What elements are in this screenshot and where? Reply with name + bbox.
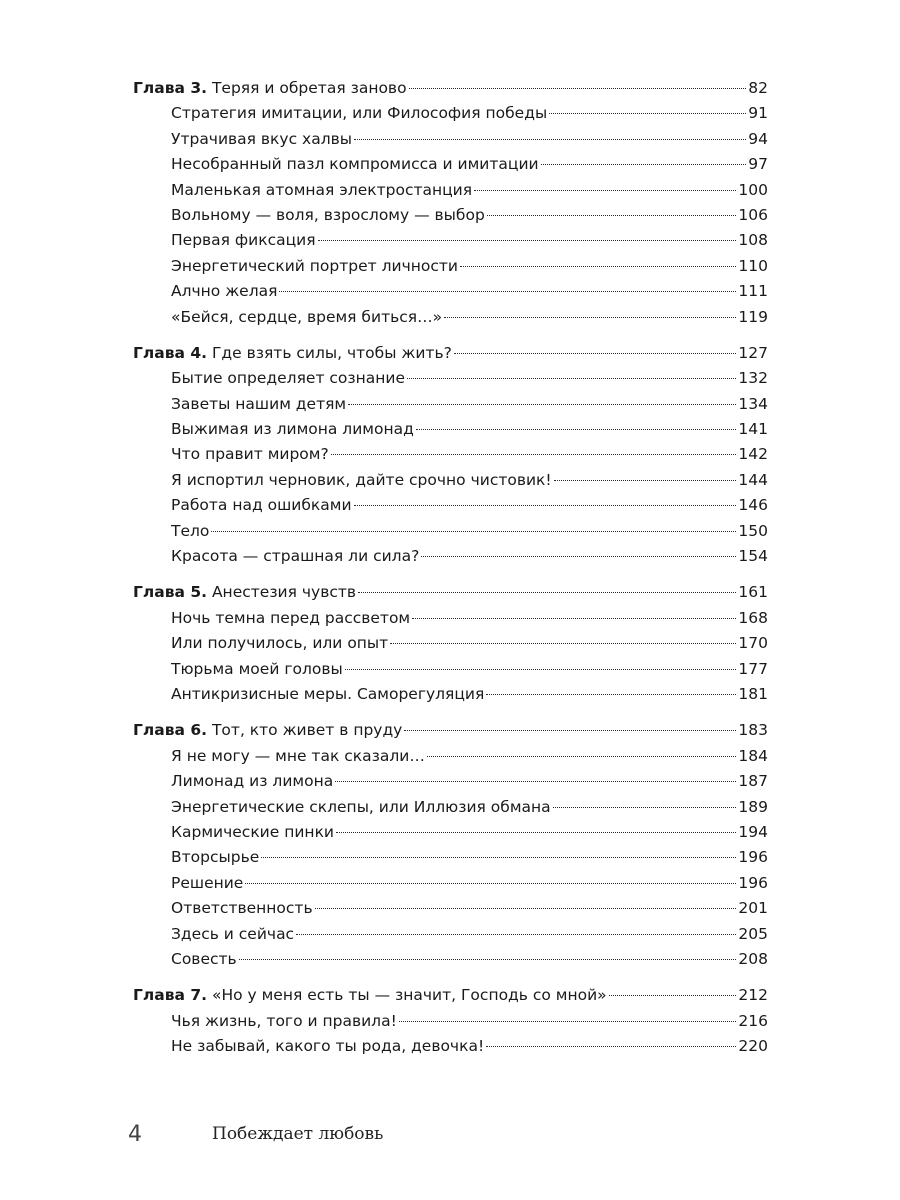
section-page-number: 184 <box>738 746 768 765</box>
section-title: Чья жизнь, того и правила! <box>171 1011 397 1030</box>
section-page-number: 146 <box>738 496 768 515</box>
toc-section-entry[interactable] <box>133 657 768 682</box>
chapter-page-number: 161 <box>738 583 768 602</box>
section-page-number: 177 <box>738 659 768 678</box>
section-page-number: 94 <box>748 129 768 148</box>
section-title: Энергетические склепы, или Иллюзия обмана <box>171 797 551 816</box>
running-title: Побеждает любовь <box>212 1124 384 1144</box>
section-page-number: 168 <box>738 608 768 627</box>
dot-leader <box>444 317 736 318</box>
dot-leader <box>549 113 746 114</box>
dot-leader <box>399 1021 737 1022</box>
toc-section-entry[interactable] <box>133 519 768 544</box>
chapter-label: Глава 3. <box>133 79 208 97</box>
toc-section-entry[interactable] <box>133 305 768 330</box>
section-title: Кармические пинки <box>171 822 334 841</box>
toc-section-entry[interactable] <box>133 544 768 569</box>
section-page-number: 111 <box>738 282 768 301</box>
dot-leader <box>245 883 736 884</box>
section-title: Здесь и сейчас <box>171 924 295 943</box>
dot-leader <box>541 164 747 165</box>
toc-chapter-entry[interactable] <box>133 341 768 366</box>
dot-leader <box>348 404 736 405</box>
section-title: Совесть <box>171 949 237 968</box>
section-title: Вторсырье <box>171 848 260 867</box>
dot-leader <box>553 807 737 808</box>
section-page-number: 150 <box>738 521 768 540</box>
section-page-number: 194 <box>738 822 768 841</box>
toc-section-entry[interactable] <box>133 152 768 177</box>
section-title: Стратегия имитации, или Философия победы <box>171 104 548 123</box>
dot-leader <box>486 694 736 695</box>
dot-leader <box>609 995 737 996</box>
toc-section-entry[interactable] <box>133 417 768 442</box>
section-page-number: 205 <box>738 924 768 943</box>
dot-leader <box>239 959 737 960</box>
chapter-title <box>133 341 452 366</box>
chapter-label: Глава 6. <box>133 721 208 740</box>
section-page-number: 196 <box>738 848 768 867</box>
section-title: Тело <box>171 521 210 540</box>
toc-section-entry[interactable] <box>133 769 768 794</box>
section-title: Я не могу — мне так сказали… <box>171 746 425 765</box>
section-page-number: 119 <box>738 307 768 326</box>
section-page-number: 170 <box>738 634 768 653</box>
dot-leader <box>421 556 736 557</box>
dot-leader <box>279 291 736 292</box>
section-title: Красота — страшная ли сила? <box>171 547 420 566</box>
section-page-number: 196 <box>738 873 768 892</box>
section-title: Бытие определяет сознание <box>171 369 406 388</box>
dot-leader <box>318 240 737 241</box>
toc-section-entry[interactable] <box>133 203 768 228</box>
toc-section-entry[interactable] <box>133 922 768 947</box>
section-page-number: 144 <box>738 470 768 489</box>
toc-chapter-block <box>133 580 768 707</box>
toc-chapter-block <box>133 718 768 972</box>
section-title: Маленькая атомная электростанция <box>171 180 473 199</box>
dot-leader <box>358 592 736 593</box>
section-title: Вольному — воля, взрослому — выбор <box>171 205 485 224</box>
toc-section-entry[interactable] <box>133 845 768 870</box>
dot-leader <box>296 934 736 935</box>
section-title: Заветы нашим детям <box>171 394 347 413</box>
toc-section-entry[interactable] <box>133 101 768 126</box>
dot-leader <box>354 139 746 140</box>
section-title: Первая фиксация <box>171 231 316 250</box>
chapter-title <box>133 580 356 605</box>
section-page-number: 91 <box>748 104 768 123</box>
chapter-page-number: 82 <box>748 79 768 97</box>
section-page-number: 189 <box>738 797 768 816</box>
toc-section-entry[interactable] <box>133 820 768 845</box>
toc-chapter-entry[interactable] <box>133 718 768 743</box>
section-page-number: 110 <box>738 256 768 275</box>
dot-leader <box>390 643 736 644</box>
toc-section-entry[interactable] <box>133 468 768 493</box>
section-page-number: 97 <box>748 155 768 174</box>
section-title: Энергетический портрет личности <box>171 256 458 275</box>
toc-chapter-block <box>133 341 768 570</box>
dot-leader <box>354 505 737 506</box>
toc-chapter-entry[interactable] <box>133 983 768 1008</box>
section-title: Я испортил черновик, дайте срочно чистовик! <box>171 470 552 489</box>
toc-section-entry[interactable] <box>133 493 768 518</box>
dot-leader <box>486 1046 736 1047</box>
toc-section-entry[interactable] <box>133 392 768 417</box>
chapter-name: «Но у меня есть ты — значит, Господь со мной» <box>207 986 607 1005</box>
dot-leader <box>336 832 736 833</box>
dot-leader <box>454 353 737 354</box>
dot-leader <box>412 618 736 619</box>
chapter-name: Теряя и обретая заново <box>207 79 407 97</box>
toc-section-entry[interactable] <box>133 631 768 656</box>
dot-leader <box>211 531 736 532</box>
toc-section-entry[interactable] <box>133 178 768 203</box>
section-page-number: 141 <box>738 420 768 439</box>
toc-section-entry[interactable] <box>133 744 768 769</box>
dot-leader <box>427 756 737 757</box>
dot-leader <box>407 378 736 379</box>
toc-chapter-block <box>133 983 768 1059</box>
section-page-number: 187 <box>738 772 768 791</box>
section-page-number: 201 <box>738 899 768 918</box>
section-page-number: 216 <box>738 1011 768 1030</box>
dot-leader <box>335 781 736 782</box>
section-title: Не забывай, какого ты рода, девочка! <box>171 1037 485 1056</box>
toc-section-entry[interactable] <box>133 871 768 896</box>
section-page-number: 142 <box>738 445 768 464</box>
toc-section-entry[interactable] <box>133 947 768 972</box>
section-page-number: 100 <box>738 180 768 199</box>
dot-leader <box>554 480 737 481</box>
toc-section-entry[interactable] <box>133 1034 768 1059</box>
section-title: Решение <box>171 873 244 892</box>
section-page-number: 108 <box>738 231 768 250</box>
toc-chapter-entry[interactable] <box>133 580 768 605</box>
toc-section-entry[interactable] <box>133 682 768 707</box>
dot-leader <box>460 266 736 267</box>
section-page-number: 154 <box>738 547 768 566</box>
section-title: Несобранный пазл компромисса и имитации <box>171 155 539 174</box>
chapter-title <box>133 718 402 743</box>
toc-chapter-entry[interactable] <box>133 76 768 101</box>
section-page-number: 208 <box>738 949 768 968</box>
chapter-page-number: 183 <box>738 721 768 740</box>
chapter-name: Где взять силы, чтобы жить? <box>207 343 452 362</box>
page-number: 4 <box>128 1122 142 1147</box>
chapter-name: Анестезия чувств <box>207 583 357 602</box>
section-title: Антикризисные меры. Саморегуляция <box>171 684 485 703</box>
chapter-page-number: 212 <box>738 986 768 1005</box>
dot-leader <box>409 88 747 89</box>
toc-section-entry[interactable] <box>133 442 768 467</box>
toc-section-entry[interactable] <box>133 1009 768 1034</box>
toc-section-entry[interactable] <box>133 279 768 304</box>
toc-section-entry[interactable] <box>133 127 768 152</box>
toc-chapter-block <box>133 76 768 330</box>
section-title: Или получилось, или опыт <box>171 634 389 653</box>
chapter-label: Глава 5. <box>133 583 208 602</box>
dot-leader <box>261 857 736 858</box>
chapter-page-number: 127 <box>738 343 768 362</box>
chapter-name: Тот, кто живет в пруду <box>207 721 403 740</box>
chapter-title <box>133 76 407 101</box>
table-of-contents <box>133 76 768 1070</box>
section-title: «Бейся, сердце, время биться…» <box>171 307 443 326</box>
section-title: Что правит миром? <box>171 445 329 464</box>
toc-section-entry[interactable] <box>133 606 768 631</box>
section-title: Ответственность <box>171 899 313 918</box>
section-page-number: 106 <box>738 205 768 224</box>
section-page-number: 132 <box>738 369 768 388</box>
dot-leader <box>416 429 737 430</box>
toc-section-entry[interactable] <box>133 366 768 391</box>
chapter-label: Глава 4. <box>133 343 208 362</box>
section-title: Алчно желая <box>171 282 278 301</box>
dot-leader <box>331 454 737 455</box>
chapter-label: Глава 7. <box>133 986 208 1005</box>
toc-section-entry[interactable] <box>133 254 768 279</box>
section-page-number: 181 <box>738 684 768 703</box>
section-page-number: 220 <box>738 1037 768 1056</box>
section-title: Тюрьма моей головы <box>171 659 343 678</box>
section-title: Работа над ошибками <box>171 496 352 515</box>
section-title: Ночь темна перед рассветом <box>171 608 411 627</box>
chapter-title <box>133 983 607 1008</box>
section-title: Выжимая из лимона лимонад <box>171 420 414 439</box>
dot-leader <box>487 215 737 216</box>
toc-section-entry[interactable] <box>133 795 768 820</box>
dot-leader <box>315 908 737 909</box>
section-page-number: 134 <box>738 394 768 413</box>
toc-section-entry[interactable] <box>133 896 768 921</box>
section-title: Утрачивая вкус халвы <box>171 129 352 148</box>
dot-leader <box>404 730 736 731</box>
section-title: Лимонад из лимона <box>171 772 334 791</box>
dot-leader <box>345 669 737 670</box>
toc-section-entry[interactable] <box>133 228 768 253</box>
dot-leader <box>474 190 736 191</box>
